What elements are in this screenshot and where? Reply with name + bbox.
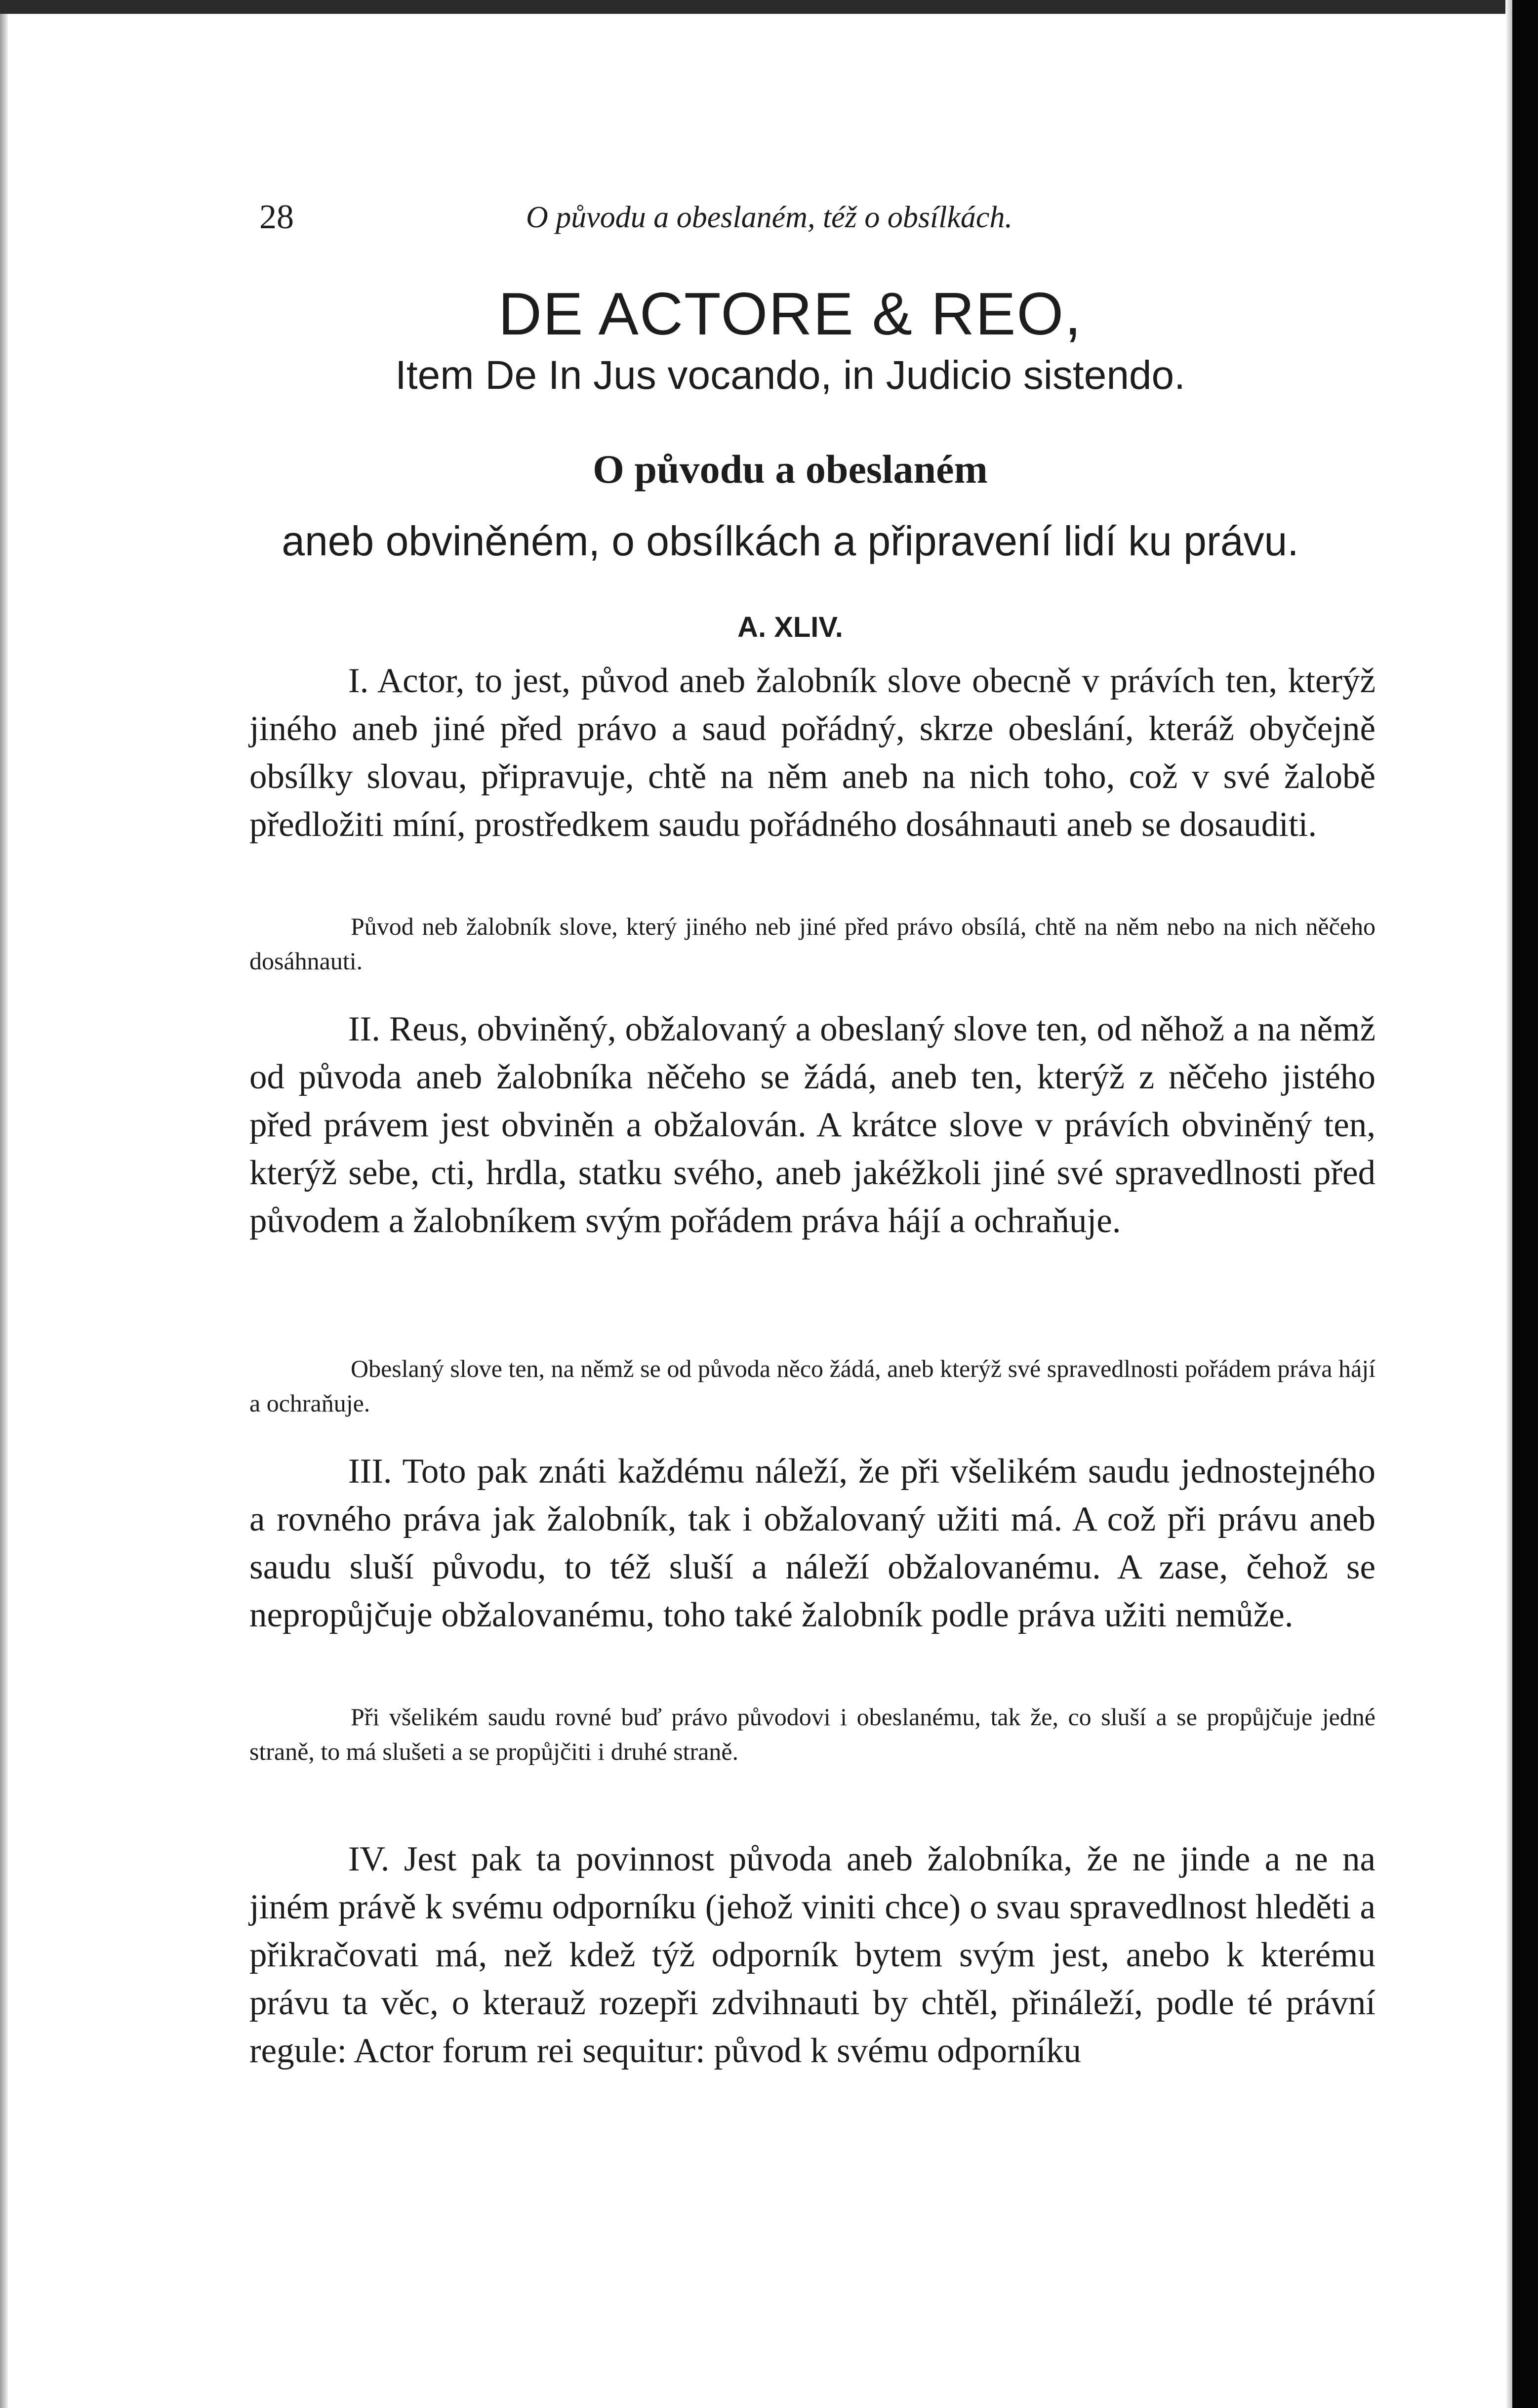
section-3 bbox=[249, 1448, 1376, 1639]
section-3-text: III. Toto pak znáti každému náleží, že při všelikém saudu jednostejného a rovného práva jak žalobník, tak i obžalovaný užiti má. A což při právu aneb saudu sluší původu, to též sluší a náleží obžalovanému. A zase, čehož se nepropůjčuje obžalovanému, toho také žalobník podle práva užiti nemůže. bbox=[249, 1452, 1376, 1634]
section-2 bbox=[249, 1005, 1376, 1245]
section-2-text: II. Reus, obviněný, obžalovaný a obeslaný slove ten, od něhož a na němž od původa aneb žalobníka něčeho se žádá, aneb ten, kterýž z něčeho jistého před právem jest obviněn a obžalován. A krátce slove v právích obviněný ten, kterýž sebe, cti, hrdla, statku svého, aneb jakéžkoli jiné své spravedlnosti před původem a žalobníkem svým pořádem práva hájí a ochraňuje. bbox=[249, 1010, 1376, 1240]
article-number: A. XLIV. bbox=[737, 611, 843, 643]
section-1 bbox=[249, 657, 1376, 849]
section-1-note: Původ neb žalobník slove, který jiného neb jiné před právo obsílá, chtě na něm nebo na nich něčeho dosáhnauti. bbox=[249, 913, 1376, 975]
latin-subtitle: Item De In Jus vocando, in Judicio sistendo. bbox=[395, 353, 1185, 398]
running-title: O původu a obeslaném, též o obsílkách. bbox=[526, 201, 1012, 234]
section-1-note-block bbox=[249, 909, 1376, 978]
section-4 bbox=[249, 1835, 1376, 2075]
latin-title: DE ACTORE & REO, bbox=[498, 280, 1083, 347]
page-header bbox=[259, 190, 1366, 245]
page-number: 28 bbox=[259, 198, 294, 236]
section-2-note-block bbox=[249, 1351, 1376, 1420]
section-3-note: Při všelikém saudu rovné buď právo původovi i obeslanému, tak že, co sluší a se propůjčuje jedné straně, to má slušeti a se propůjčiti i druhé straně. bbox=[249, 1703, 1376, 1765]
section-3-note-block bbox=[249, 1700, 1376, 1769]
section-1-text: I. Actor, to jest, původ aneb žalobník slove obecně v právích ten, kterýž jiného aneb jiné před právo a saud pořádný, skrze obeslání, kteráž obyčejně obsílky slovau, připravuje, chtě na něm aneb na nich toho, což v své žalobě předložiti míní, prostředkem saudu pořádného dosáhnauti aneb se dosauditi. bbox=[249, 662, 1376, 844]
czech-subtitle: aneb obviněném, o obsílkách a připravení lidí ku právu. bbox=[282, 518, 1299, 564]
czech-title: O původu a obeslaném bbox=[593, 447, 988, 492]
section-4-text: IV. Jest pak ta povinnost původa aneb žalobníka, že ne jinde a ne na jiném právě k svému odporníku (jehož viniti chce) o svau spravedlnost hleděti a přikračovati má, než kdež týž odporník bytem svým jest, anebo k kterému právu ta věc, o kterauž rozepři zdvihnauti by chtěl, přináleží, podle té právní regule: Actor forum rei sequitur: původ k svému odporníku bbox=[249, 1840, 1376, 2070]
section-2-note: Obeslaný slove ten, na němž se od původa něco žádá, aneb kterýž své spravedlnosti pořádem práva hájí a ochraňuje. bbox=[249, 1355, 1376, 1417]
